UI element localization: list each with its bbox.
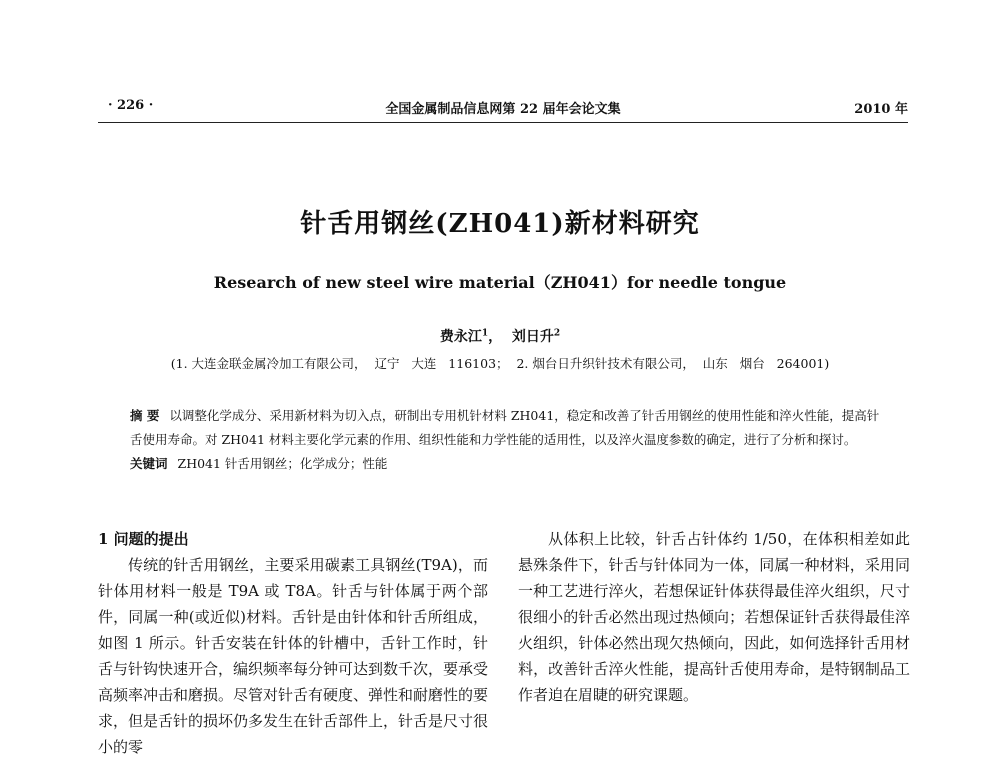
author-1-affil-mark: 1 <box>481 328 489 339</box>
author-2: 刘日升 <box>511 329 554 345</box>
body-paragraph-left: 传统的针舌用钢丝，主要采用碳素工具钢丝(T9A)，而针体用材料一般是 T9A 或 T8A。针舌与针体属于两个部件，同属一种(或近似)材料。舌针是由针体和针舌所组成，如图 1 所示。针舌安装在针体的针槽中，舌针工作时，针舌与针钩快速开合，编织频率每分钟可达到数千次，要承受高频率冲击和磨损。尽管对针舌有硬度、弹性和耐磨性的要求，但是舌针的损坏仍多发生在针舌部件上，针舌是尺寸很小的零 <box>98 556 489 756</box>
affiliations: (1. 大连金联金属冷加工有限公司， 辽宁 大连 116103； 2. 烟台日升织针技术有限公司， 山东 烟台 264001) <box>170 356 830 371</box>
body-column-right <box>518 526 910 708</box>
abstract-block <box>130 404 890 476</box>
keywords-paragraph <box>130 452 890 476</box>
running-header <box>98 96 908 118</box>
abstract-text: 以调整化学成分、采用新材料为切入点，研制出专用机针材料 ZH041，稳定和改善了针舌用钢丝的使用性能和淬火性能，提高针舌使用寿命。对 ZH041 材料主要化学元素的作用、组织性能和力学性能的适用性，以及淬火温度参数的确定，进行了分析和探讨。 <box>130 408 880 447</box>
header-rule <box>98 122 908 123</box>
section-heading: 1 问题的提出 <box>98 530 189 548</box>
author-separator: ， <box>488 329 503 345</box>
abstract-paragraph <box>130 404 890 452</box>
author-1: 费永江 <box>439 329 482 345</box>
author-2-affil-mark: 2 <box>553 328 561 339</box>
body-paragraph-right: 从体积上比较，针舌占针体约 1/50，在体积相差如此悬殊条件下，针舌与针体同为一体，同属一种材料，采用同一种工艺进行淬火，若想保证针体获得最佳淬火组织，尺寸很细小的针舌必然出现过热倾向；若想保证针舌获得最佳淬火组织，针体必然出现欠热倾向，因此，如何选择针舌用材料，改善针舌淬火性能，提高针舌使用寿命，是特钢制品工作者迫在眉睫的研究课题。 <box>518 530 910 704</box>
keywords-text: ZH041 针舌用钢丝；化学成分；性能 <box>177 456 388 471</box>
journal-name: 全国金属制品信息网第 22 届年会论文集 <box>385 102 621 117</box>
paper-title-chinese: 针舌用钢丝(ZH041)新材料研究 <box>300 209 700 239</box>
abstract-label: 摘 要 <box>130 408 160 423</box>
body-column-left <box>98 526 488 760</box>
publication-year: 2010 年 <box>854 102 908 117</box>
paper-title-english: Research of new steel wire material（ZH041）for needle tongue <box>213 273 787 292</box>
page-number: · 226 · <box>108 98 154 113</box>
author-line <box>0 326 1000 346</box>
keywords-label: 关键词 <box>130 456 168 471</box>
